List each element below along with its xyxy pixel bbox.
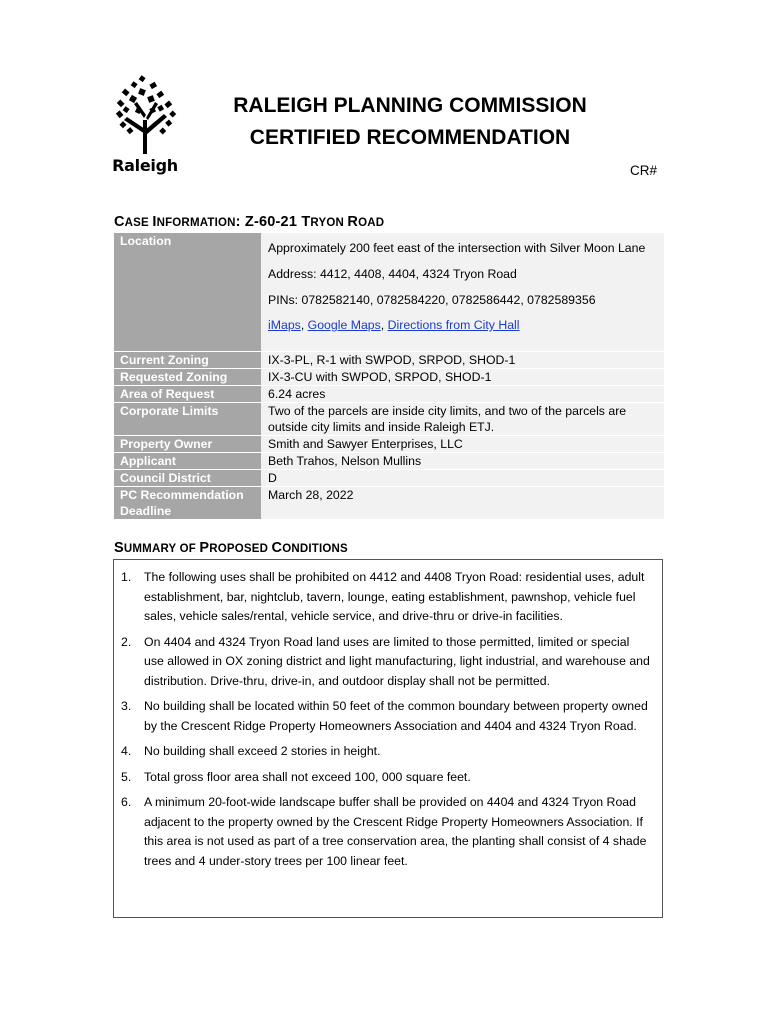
logo-wordmark: Raleigh [112,156,178,175]
table-row [114,233,664,352]
link-separator: , [300,318,308,332]
location-description: Approximately 200 feet east of the intersection with Silver Moon Lane [268,241,646,255]
imaps-link[interactable]: iMaps [268,318,301,332]
row-label: Applicant [114,453,261,470]
row-value: Smith and Sawyer Enterprises, LLC [261,436,664,453]
list-item [121,742,651,762]
location-pins: PINs: 0782582140, 0782584220, 0782586442, 0782589356 [268,293,596,307]
table-row [114,487,664,520]
list-item [121,568,651,627]
google-maps-link[interactable]: Google Maps [307,318,381,332]
location-address: Address: 4412, 4408, 4404, 4324 Tryon Road [268,267,517,281]
row-value: D [261,470,664,487]
row-label: Area of Request [114,386,261,403]
row-label: Current Zoning [114,352,261,369]
row-label: Corporate Limits [114,403,261,436]
row-value: Two of the parcels are inside city limits, and two of the parcels are outside city limits and inside Raleigh ETJ. [261,403,664,436]
list-item [121,633,651,692]
item-text: No building shall exceed 2 stories in height. [144,744,381,758]
list-item [121,793,651,871]
location-links [268,317,664,333]
table-row [114,453,664,470]
item-number: 4. [121,744,132,758]
link-separator: , [380,318,388,332]
row-value: March 28, 2022 [261,487,664,520]
row-label: Location [114,233,261,352]
item-number: 5. [121,769,132,784]
row-label: Requested Zoning [114,369,261,386]
location-cell [261,233,664,352]
cr-number-label: CR# [629,163,657,178]
item-text: Total gross floor area shall not exceed 100, 000 square feet. [144,769,471,784]
directions-link[interactable]: Directions from City Hall [387,318,520,332]
item-number: 2. [121,634,132,649]
list-item [121,768,651,788]
row-label: PC Recommendation Deadline [114,487,261,520]
summary-heading: SUMMARY OF PROPOSED CONDITIONS [114,540,348,556]
item-number: 6. [121,795,132,809]
item-text: On 4404 and 4324 Tryon Road land uses are limited to those permitted, limited or special use allowed in OX zoning district and light manufacturing, light industrial, and warehouse and distribution. Drive-thru, drive-in, and outdoor display shall not be permitted. [144,634,650,688]
item-text: The following uses shall be prohibited on 4412 and 4408 Tryon Road: residential uses, adult establishment, bar, nightclub, tavern, lounge, eating establishment, pawnshop, vehicle fuel sales, vehicle sales/rental, vehicle service, and drive-thru or drive-in facilities. [144,570,645,623]
row-value: 6.24 acres [261,386,664,403]
case-information-heading: CASE INFORMATION: Z-60-21 TRYON ROAD [114,214,385,230]
table-row [114,386,664,403]
table-row [114,369,664,386]
row-label: Property Owner [114,436,261,453]
row-label: Council District [114,470,261,487]
document-title-line1: RALEIGH PLANNING COMMISSION [233,94,587,117]
item-text: A minimum 20-foot-wide landscape buffer shall be provided on 4404 and 4324 Tryon Road adjacent to the property owned by the Crescent Ridge Property Homeowners Association. If this area is not used as part of a tree conservation area, the planting shall consist of 4 shade trees and 4 under-story trees per 100 linear feet. [144,795,647,868]
list-item [121,697,651,736]
row-value: IX-3-PL, R-1 with SWPOD, SRPOD, SHOD-1 [261,352,664,369]
item-number: 3. [121,699,132,713]
conditions-list [121,568,651,877]
table-row [114,470,664,487]
table-row [114,403,664,436]
row-value: Beth Trahos, Nelson Mullins [261,453,664,470]
document-title-line2: CERTIFIED RECOMMENDATION [249,126,571,149]
case-information-table [114,233,664,520]
table-row [114,436,664,453]
table-row [114,352,664,369]
item-number: 1. [121,570,132,584]
item-text: No building shall be located within 50 feet of the common boundary between property owned by the Crescent Ridge Property Homeowners Association and 4404 and 4324 Tryon Road. [144,699,648,733]
row-value: IX-3-CU with SWPOD, SRPOD, SHOD-1 [261,369,664,386]
conditions-box [113,559,663,918]
